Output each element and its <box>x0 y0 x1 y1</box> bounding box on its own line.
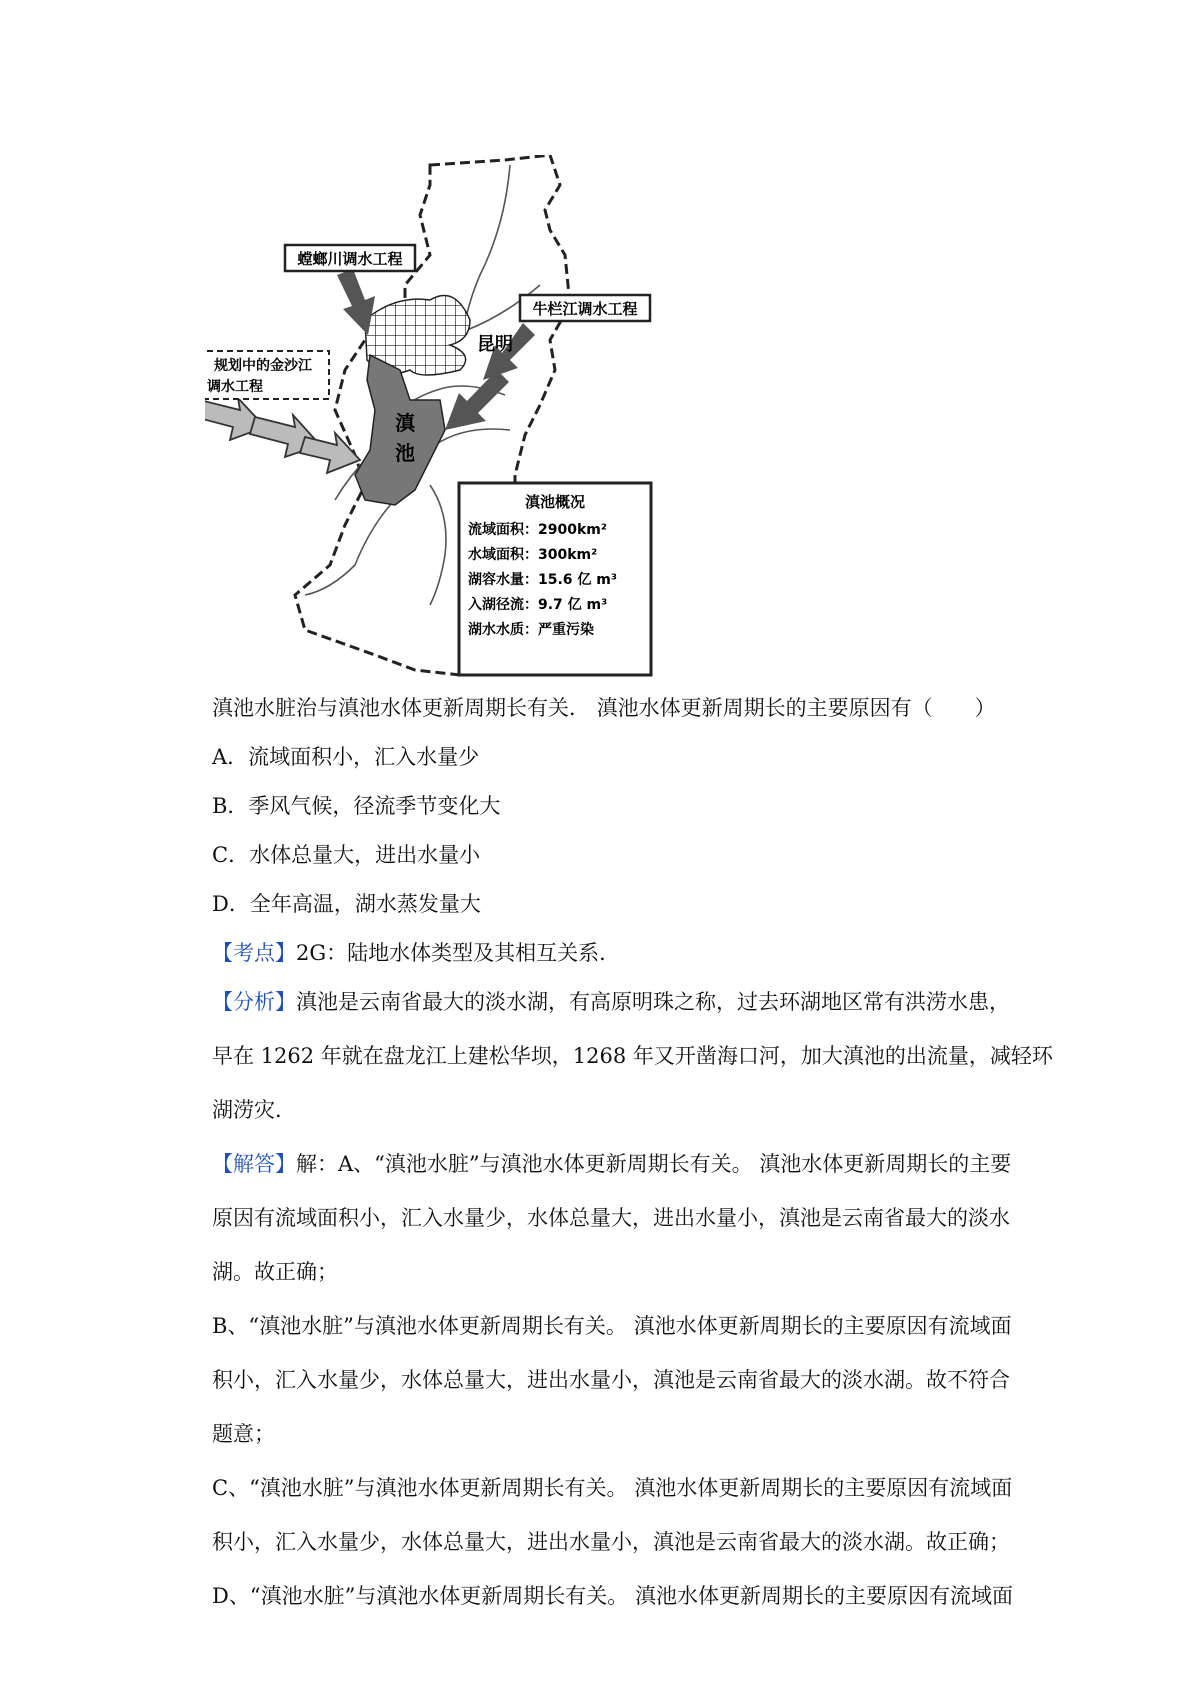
document-body <box>212 688 1053 1623</box>
overview-row: 水域面积：300km² <box>468 547 598 563</box>
option-d: D．全年高温，湖水蒸发量大 <box>212 892 481 916</box>
dianchi-label-char1: 滇 <box>395 411 415 435</box>
tanglang-label: 螳螂川调水工程 <box>297 250 403 268</box>
tanglang-arrow <box>337 269 375 335</box>
option-c: C．水体总量大，进出水量小 <box>212 843 481 867</box>
kunming-label: 昆明 <box>477 334 513 355</box>
dianchi-map-figure <box>205 155 725 680</box>
jieda-line: 湖。故正确； <box>212 1260 338 1284</box>
overview-row: 湖水水质：严重污染 <box>468 622 594 638</box>
kaodian-tag: 【考点】 <box>212 941 296 965</box>
option-b: B．季风气候，径流季节变化大 <box>212 794 501 818</box>
overview-row: 流域面积：2900km² <box>468 522 607 538</box>
jieda-line: 积小，汇入水量少，水体总量大，进出水量小，滇池是云南省最大的淡水湖。故不符合 <box>212 1368 1010 1392</box>
jieda-section <box>212 1137 1032 1623</box>
jieda-line: C、“滇池水脏”与滇池水体更新周期长有关。 滇池水体更新周期长的主要原因有流域面 <box>212 1476 1013 1500</box>
jieda-line: 解：A、“滇池水脏”与滇池水体更新周期长有关。 滇池水体更新周期长的主要 <box>296 1152 1012 1176</box>
jinsha-label-line1: 规划中的金沙江 <box>214 358 312 374</box>
jieda-line: B、“滇池水脏”与滇池水体更新周期长有关。 滇池水体更新周期长的主要原因有流域面 <box>212 1314 1012 1338</box>
jinsha-label-line2: 调水工程 <box>207 379 263 395</box>
fenxi-tag: 【分析】 <box>212 990 296 1014</box>
option-a: A．流域面积小，汇入水量少 <box>212 745 480 769</box>
overview-title: 滇池概况 <box>524 493 586 511</box>
question-stem: 滇池水脏治与滇池水体更新周期长有关． 滇池水体更新周期长的主要原因有（ ） <box>212 696 996 720</box>
jinsha-arrows <box>205 398 360 473</box>
fenxi-line: 早在 1262 年就在盘龙江上建松华坝，1268 年又开凿海口河，加大滇池的出流量，减轻环 <box>212 1044 1053 1068</box>
jieda-line: 积小，汇入水量少，水体总量大，进出水量小，滇池是云南省最大的淡水湖。故正确； <box>212 1530 1010 1554</box>
overview-row: 湖容水量：15.6 亿 m³ <box>468 572 618 588</box>
dianchi-label-char2: 池 <box>395 441 415 465</box>
kaodian-text: 2G：陆地水体类型及其相互关系． <box>296 941 621 965</box>
jieda-tag: 【解答】 <box>212 1152 296 1176</box>
fenxi-line: 滇池是云南省最大的淡水湖，有高原明珠之称，过去环湖地区常有洪涝水患， <box>296 990 1010 1014</box>
jieda-line: D、“滇池水脏”与滇池水体更新周期长有关。 滇池水体更新周期长的主要原因有流域面 <box>212 1584 1013 1608</box>
overview-row: 入湖径流：9.7 亿 m³ <box>468 597 608 613</box>
fenxi-line: 湖涝灾． <box>212 1098 296 1122</box>
jieda-line: 题意； <box>212 1422 275 1446</box>
kaodian-line <box>212 933 1032 973</box>
jieda-line: 原因有流域面积小，汇入水量少，水体总量大，进出水量小，滇池是云南省最大的淡水 <box>212 1206 1010 1230</box>
fenxi-section <box>212 975 1053 1137</box>
niulan-label: 牛栏江调水工程 <box>532 300 638 318</box>
